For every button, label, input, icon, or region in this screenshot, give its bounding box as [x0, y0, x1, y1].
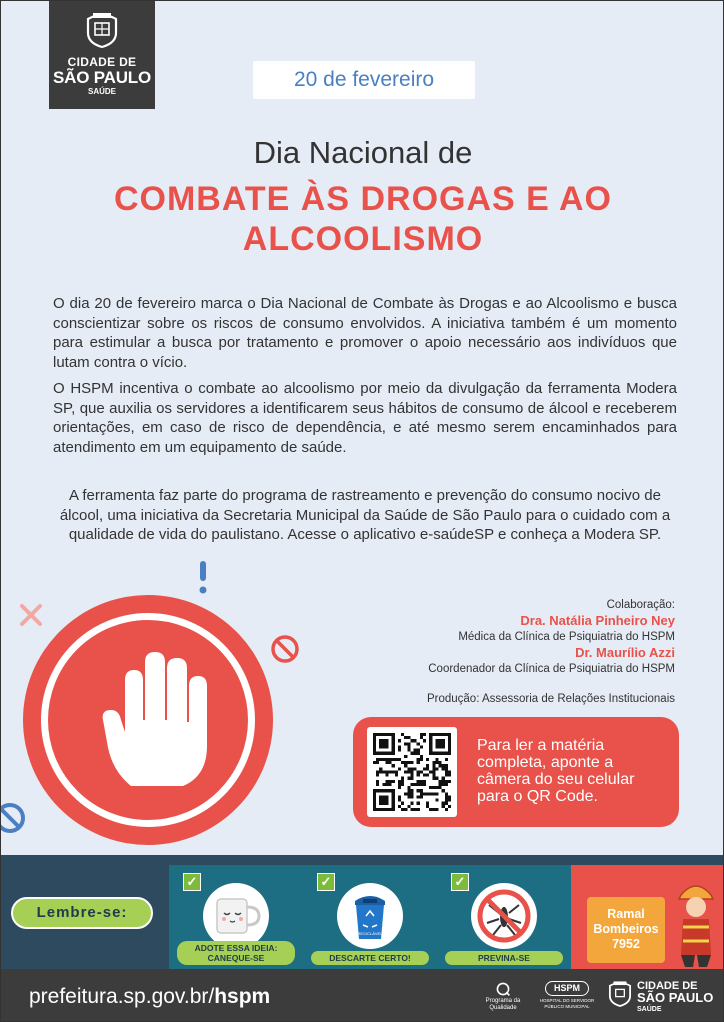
hspm-logo — [539, 981, 595, 1009]
fire-extension-card — [571, 865, 724, 969]
ramal-line-3: 7952 — [612, 937, 640, 951]
check-icon: ✓ — [183, 873, 201, 891]
city-logo — [49, 1, 155, 109]
mug-icon — [203, 883, 269, 949]
exclamation-icon — [197, 561, 209, 595]
city-crest-icon — [84, 9, 120, 49]
stop-hand-icon — [101, 650, 211, 790]
credit-name-2: Dr. Maurílio Azzi — [575, 645, 675, 660]
credit-name-1: Dra. Natália Pinheiro Ney — [520, 613, 675, 628]
card-mosquito — [437, 865, 571, 969]
prohibited-icon — [269, 633, 301, 665]
credit-role-1: Médica da Clínica de Psiquiatria do HSPM — [458, 631, 675, 643]
card-tag-mug: ADOTE ESSA IDEIA: CANEQUE-SE — [177, 941, 295, 965]
ramal-line-1: Ramal — [607, 907, 645, 921]
qr-instruction: Para ler a matéria completa, aponte a câmera do seu celular para o QR Code. — [477, 737, 635, 805]
quality-logo-icon — [495, 981, 511, 997]
body-paragraph-2: O HSPM incentiva o combate ao alcoolismo por meio da divulgação da ferramenta Modera SP, que auxilia os servidores a identificarem seus hábitos de consumo de álcool e receberem orientações, em caso de risco de dependência, e até mesmo serem encaminhados para atendimento em um equipamento de saúde. — [53, 380, 677, 456]
no-mosquito-icon — [471, 883, 537, 949]
recycle-bin-icon — [337, 883, 403, 949]
check-icon: ✓ — [317, 873, 335, 891]
title-line-1: Dia Nacional de — [253, 135, 473, 170]
credit-production: Produção: Assessoria de Relações Institucionais — [426, 693, 675, 705]
card-tag-recycle: DESCARTE CERTO! — [311, 951, 429, 965]
logo-line-2: SÃO PAULO — [52, 68, 151, 87]
firefighter-icon — [671, 875, 721, 967]
credits — [427, 597, 675, 707]
reminder-band — [1, 855, 724, 969]
qr-callout — [353, 717, 679, 827]
logo-line-1: CIDADE DE — [67, 55, 137, 69]
quality-program-logo: Programa da Qualidade — [479, 981, 527, 1012]
footer — [1, 969, 724, 1022]
card-mug — [169, 865, 303, 969]
date-badge: 20 de fevereiro — [253, 61, 475, 99]
footer-city-logo: CIDADE DE SÃO PAULO SAÚDE — [607, 977, 633, 1014]
qr-code-icon — [373, 733, 451, 811]
credit-role-2: Coordenador da Clínica de Psiquiatria do HSPM — [428, 663, 675, 675]
city-crest-small-icon — [607, 977, 633, 1009]
remember-label: Lembre-se: — [11, 897, 153, 929]
body-paragraph-1: O dia 20 de fevereiro marca o Dia Nacional de Combate às Drogas e ao Alcoolismo e busca conscientizar sobre os riscos de consumo envolvidos. A iniciativa também é um momento para estimular a busca por tratamento e promover o apoio necessário aos indivíduos que lutam contra o vício. — [53, 295, 677, 371]
title-line-2: COMBATE ÀS DROGAS E AO ALCOOLISMO — [113, 180, 613, 258]
hspm-logo-title: HSPM — [545, 981, 589, 996]
check-icon: ✓ — [451, 873, 469, 891]
prohibited-blue-icon — [0, 801, 27, 835]
logo-line-3: SAÚDE — [87, 87, 116, 96]
credits-label: Colaboração: — [606, 599, 675, 611]
body-paragraph-3: A ferramenta faz parte do programa de rastreamento e prevenção do consumo nocivo de álcool, uma iniciativa da Secretaria Municipal da Saúde de São Paulo para o cuidado com a qualidade de vida do paulistano. Acesse o aplicativo e-saúdeSP e conheça a Modera SP. — [59, 487, 671, 543]
bin-label: RECICLÁVEL — [357, 931, 383, 936]
x-mark-icon — [17, 601, 45, 629]
card-tag-mosquito: PREVINA-SE — [445, 951, 563, 965]
footer-url[interactable]: prefeitura.sp.gov.br/hspm — [29, 985, 271, 1008]
ramal-line-2: Bombeiros — [593, 922, 659, 936]
fire-extension-badge — [587, 897, 665, 963]
qr-code[interactable] — [367, 727, 457, 817]
stop-sign — [23, 595, 273, 845]
card-recycle — [303, 865, 437, 969]
hspm-logo-sub: HOSPITAL DO SERVIDOR PÚBLICO MUNICIPAL — [539, 998, 595, 1009]
